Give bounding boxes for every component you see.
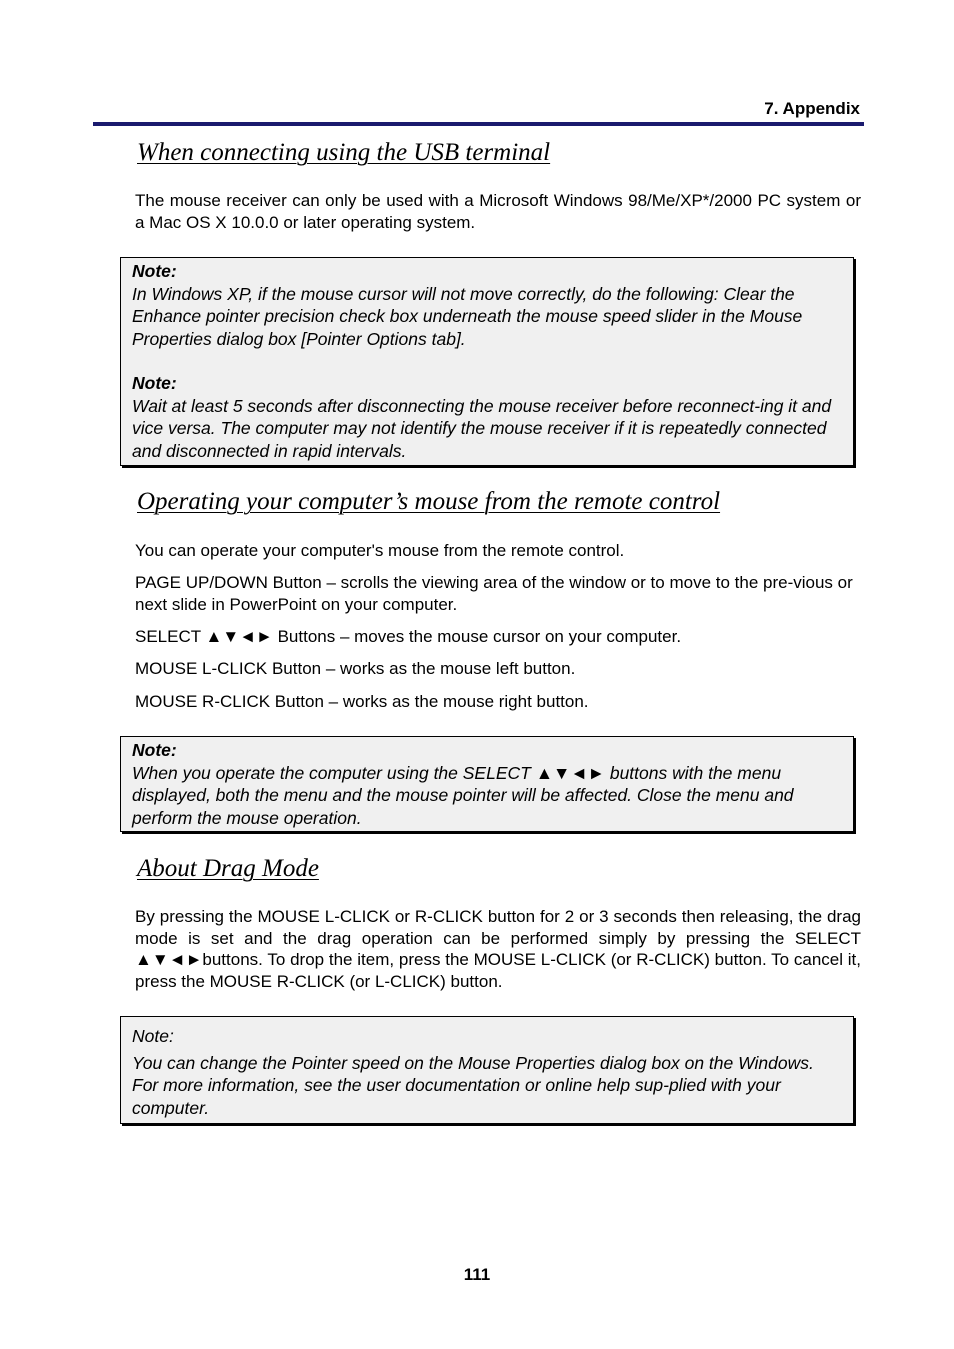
drag-mode-paragraph: By pressing the MOUSE L-CLICK or R-CLICK button for 2 or 3 seconds then releasing, the drag mode is set and the drag operation can be performed simply by pressing the SELECT ▲▼◄►buttons. To drop the item, press the MOUSE L-CLICK (or R-CLICK) button. To cancel it, press the MOUSE R-CLICK (or L-CLICK) button. bbox=[135, 907, 861, 991]
page-up-down-paragraph: PAGE UP/DOWN Button – scrolls the viewing area of the window or to move to the pre-vious or next slide in PowerPoint on your computer. bbox=[135, 573, 853, 614]
note-label: Note: bbox=[132, 1026, 174, 1046]
heading-remote-mouse: Operating your computer’s mouse from the remote control bbox=[137, 488, 721, 515]
heading-usb-terminal: When connecting using the USB terminal bbox=[137, 139, 551, 166]
section-header-label: 7. Appendix bbox=[764, 99, 860, 118]
note-label: Note: bbox=[132, 261, 177, 281]
page-number: 111 bbox=[463, 1265, 491, 1284]
note-label: Note: bbox=[132, 373, 177, 393]
l-click-paragraph: MOUSE L-CLICK Button – works as the mouse left button. bbox=[135, 659, 576, 678]
note-label: Note: bbox=[132, 740, 177, 760]
note-text-windows-xp: In Windows XP, if the mouse cursor will not move correctly, do the following: Clear the Enhance pointer precision check box underneath the mouse speed slider in the Mouse Properties dialog box [Pointer Options tab]. bbox=[132, 283, 803, 349]
note-text-select-menu: When you operate the computer using the SELECT ▲▼◄► buttons with the menu displayed, both the menu and the mouse pointer will be affected. Close the menu and perform the mouse operation. bbox=[132, 762, 794, 828]
select-buttons-paragraph: SELECT ▲▼◄► Buttons – moves the mouse cursor on your computer. bbox=[135, 627, 682, 646]
note-box-usb bbox=[120, 257, 854, 466]
heading-drag-mode: About Drag Mode bbox=[137, 855, 319, 882]
note-text-reconnect: Wait at least 5 seconds after disconnecting the mouse receiver before reconnect-ing it and vice versa. The computer may not identify the mouse receiver if it is repeatedly connected and disconnected in rapid intervals. bbox=[132, 395, 832, 461]
note-box-remote bbox=[120, 736, 854, 832]
note-box-drag bbox=[120, 1016, 854, 1124]
r-click-paragraph: MOUSE R-CLICK Button – works as the mouse right button. bbox=[135, 692, 589, 711]
usb-body-paragraph: The mouse receiver can only be used with a Microsoft Windows 98/Me/XP*/2000 PC system or a Mac OS X 10.0.0 or later operating system. bbox=[135, 191, 861, 232]
remote-intro-paragraph: You can operate your computer's mouse from the remote control. bbox=[135, 541, 625, 560]
header-rule bbox=[93, 122, 864, 126]
note-text-pointer-speed: You can change the Pointer speed on the Mouse Properties dialog box on the Windows. For more information, see the user documentation or online help sup-plied with your computer. bbox=[132, 1052, 814, 1118]
